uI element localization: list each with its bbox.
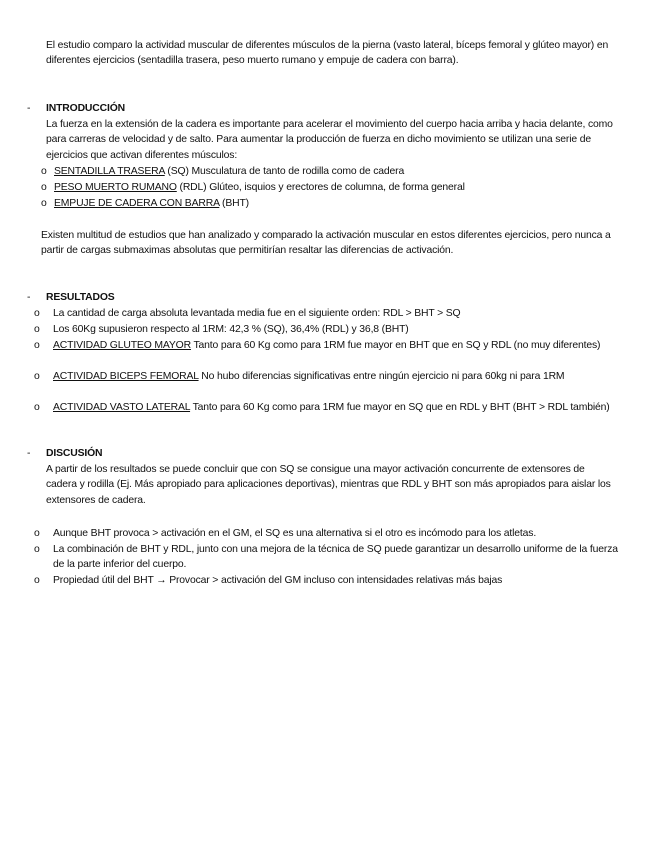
list-item-text: (BHT) bbox=[219, 198, 249, 209]
introduccion-paragraph: La fuerza en la extensión de la cadera es importante para acelerar el movimiento del cuerpo hacia arriba y hacia delante, como para carreras de velocidad y de salto. Para aumentar la producción de fuerza en dicho movimiento se utilizan una serie de ejercicios que activan diferentes músculos: bbox=[46, 119, 613, 161]
list-item bbox=[53, 306, 618, 321]
list-item-text: (SQ) Musculatura de tanto de rodilla como de cadera bbox=[164, 166, 405, 177]
bullet-marker: o bbox=[34, 402, 40, 413]
bullet-marker: o bbox=[34, 575, 40, 586]
list-item-text: Tanto para 60 Kg como para 1RM fue mayor en BHT que en SQ y RDL (no muy diferentes) bbox=[190, 340, 601, 351]
list-item bbox=[53, 526, 623, 541]
list-item-text: No hubo diferencias significativas entre ningún ejercicio ni para 60kg ni para 1RM bbox=[198, 371, 565, 382]
list-item-term: ACTIVIDAD VASTO LATERAL bbox=[53, 402, 191, 413]
bullet-marker: o bbox=[41, 166, 47, 177]
section-dash: - bbox=[27, 292, 31, 303]
list-item-term: PESO MUERTO RUMANO bbox=[54, 182, 177, 193]
list-item bbox=[53, 400, 618, 415]
section-heading-introduccion: INTRODUCCIÓN bbox=[46, 103, 126, 114]
list-item-term: ACTIVIDAD BICEPS FEMORAL bbox=[53, 371, 199, 382]
intro-paragraph bbox=[46, 38, 616, 69]
introduccion-closing: Existen multitud de estudios que han analizado y comparado la activación muscular en estos diferentes ejercicios, pero nunca a partir de cargas submaximas absolutas que permitirían resaltar las diferencias de activación. bbox=[41, 230, 611, 257]
list-item bbox=[54, 196, 614, 211]
section-dash: - bbox=[27, 103, 31, 114]
list-item bbox=[53, 542, 618, 573]
bullet-marker: o bbox=[34, 371, 40, 382]
list-item-text: Los 60Kg supusieron respecto al 1RM: 42,3 % (SQ), 36,4% (RDL) y 36,8 (BHT) bbox=[53, 324, 409, 335]
list-item-text: Tanto para 60 Kg como para 1RM fue mayor en SQ que en RDL y BHT (BHT > RDL también) bbox=[190, 402, 610, 413]
list-item-text: Propiedad útil del BHT → Provocar > activación del GM incluso con intensidades relativas más bajas bbox=[53, 575, 503, 586]
list-item bbox=[53, 338, 618, 353]
section-heading-resultados: RESULTADOS bbox=[46, 292, 115, 303]
list-item bbox=[54, 164, 614, 179]
list-item bbox=[53, 573, 623, 588]
list-item-term: SENTADILLA TRASERA bbox=[54, 166, 165, 177]
bullet-marker: o bbox=[41, 198, 47, 209]
bullet-marker: o bbox=[34, 340, 40, 351]
bullet-marker: o bbox=[34, 528, 40, 539]
discusion-paragraph: A partir de los resultados se puede concluir que con SQ se consigue una mayor activación concurrente de extensores de cadera y rodilla (Ej. Más apropiado para aplicaciones deportivas), mientras que RDL y BHT son más apropiados para aislar los extensores de cadera. bbox=[46, 464, 611, 506]
list-item-text: (RDL) Glúteo, isquios y erectores de columna, de forma general bbox=[176, 182, 465, 193]
section-heading-discusion: DISCUSIÓN bbox=[46, 448, 103, 459]
bullet-marker: o bbox=[34, 544, 40, 555]
list-item-text: La combinación de BHT y RDL, junto con una mejora de la técnica de SQ puede garantizar un desarrollo uniforme de la fuerza de la parte inferior del cuerpo. bbox=[53, 544, 618, 571]
section-dash: - bbox=[27, 448, 31, 459]
bullet-marker: o bbox=[41, 182, 47, 193]
list-item bbox=[54, 180, 614, 195]
list-item-term: ACTIVIDAD GLUTEO MAYOR bbox=[53, 340, 191, 351]
intro-paragraph-text: El estudio comparo la actividad muscular de diferentes músculos de la pierna (vasto lateral, bíceps femoral y glúteo mayor) en diferentes ejercicios (sentadilla trasera, peso muerto rumano y empuje de cadera con barra). bbox=[46, 40, 609, 67]
bullet-marker: o bbox=[34, 324, 40, 335]
list-item-term: EMPUJE DE CADERA CON BARRA bbox=[54, 198, 220, 209]
list-item bbox=[53, 322, 618, 337]
bullet-marker: o bbox=[34, 308, 40, 319]
list-item-text: Aunque BHT provoca > activación en el GM, el SQ es una alternativa si el otro es incómodo para los atletas. bbox=[53, 528, 537, 539]
list-item-text: La cantidad de carga absoluta levantada media fue en el siguiente orden: RDL > BHT > SQ bbox=[53, 308, 461, 319]
list-item bbox=[53, 369, 618, 384]
